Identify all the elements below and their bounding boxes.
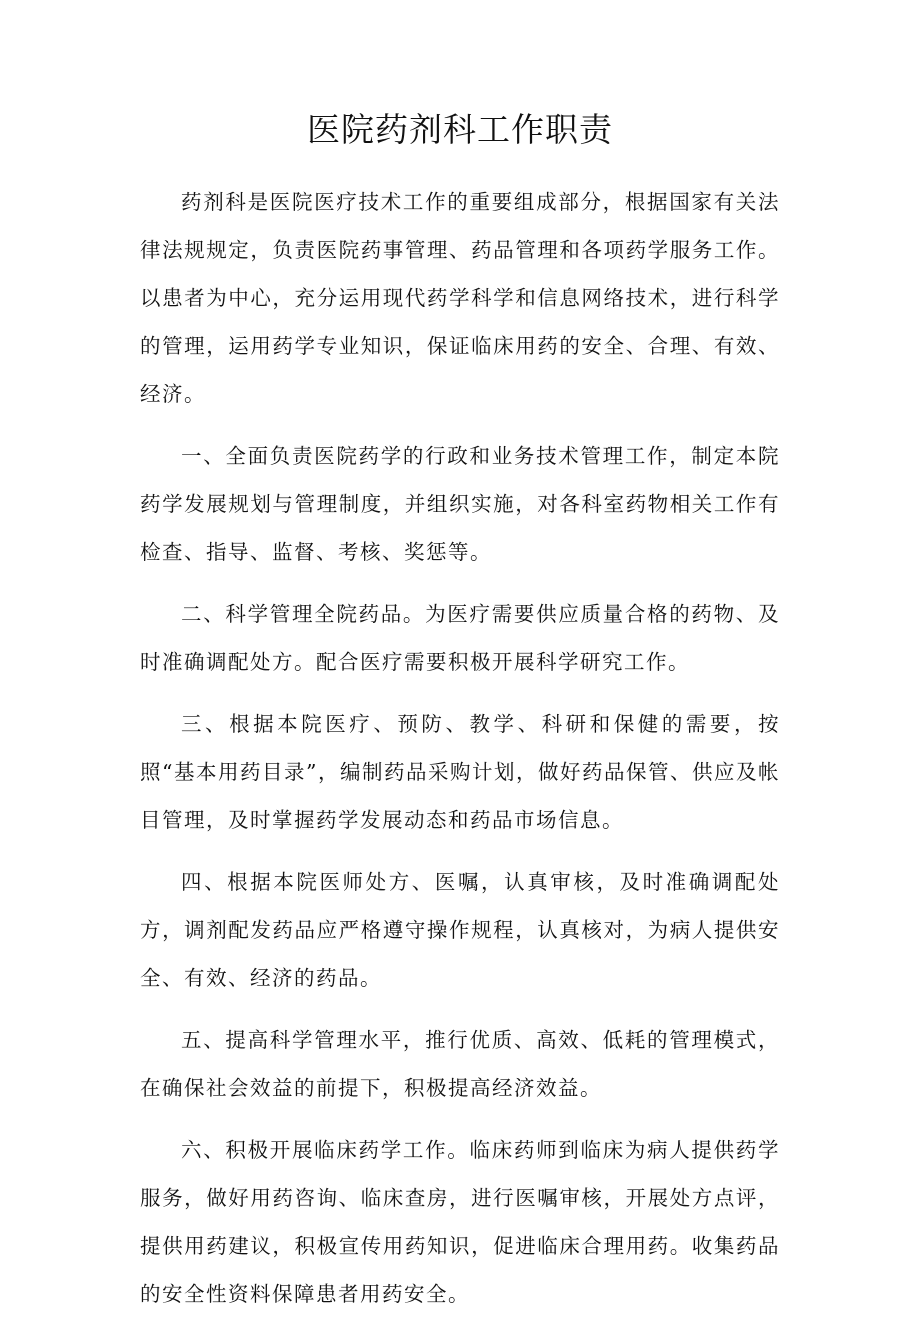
paragraph-duty-3: 三、根据本院医疗、预防、教学、科研和保健的需要，按照“基本用药目录”，编制药品采购计划，做好药品保管、供应及帐目管理，及时掌握药学发展动态和药品市场信息。 xyxy=(140,712,780,832)
paragraph-duty-6: 六、积极开展临床药学工作。临床药师到临床为病人提供药学服务，做好用药咨询、临床查房，进行医嘱审核，开展处方点评，提供用药建议，积极宣传用药知识，促进临床合理用药。收集药品的安全性资料保障患者用药安全。 xyxy=(140,1138,780,1306)
paragraph-intro: 药剂科是医院医疗技术工作的重要组成部分，根据国家有关法律法规规定，负责医院药事管理、药品管理和各项药学服务工作。以患者为中心，充分运用现代药学科学和信息网络技术，进行科学的管理，运用药学专业知识，保证临床用药的安全、合理、有效、经济。 xyxy=(140,190,780,406)
document-body xyxy=(140,178,780,1332)
document-title: 医院药剂科工作职责 xyxy=(307,110,613,149)
paragraph-duty-1: 一、全面负责医院药学的行政和业务技术管理工作，制定本院药学发展规划与管理制度，并组织实施，对各科室药物相关工作有检查、指导、监督、考核、奖惩等。 xyxy=(140,444,780,564)
paragraph-duty-2: 二、科学管理全院药品。为医疗需要供应质量合格的药物、及时准确调配处方。配合医疗需要积极开展科学研究工作。 xyxy=(140,602,780,674)
paragraph-duty-4: 四、根据本院医师处方、医嘱，认真审核，及时准确调配处方，调剂配发药品应严格遵守操作规程，认真核对，为病人提供安全、有效、经济的药品。 xyxy=(140,870,780,990)
paragraph-duty-5: 五、提高科学管理水平，推行优质、高效、低耗的管理模式，在确保社会效益的前提下，积极提高经济效益。 xyxy=(140,1028,780,1100)
